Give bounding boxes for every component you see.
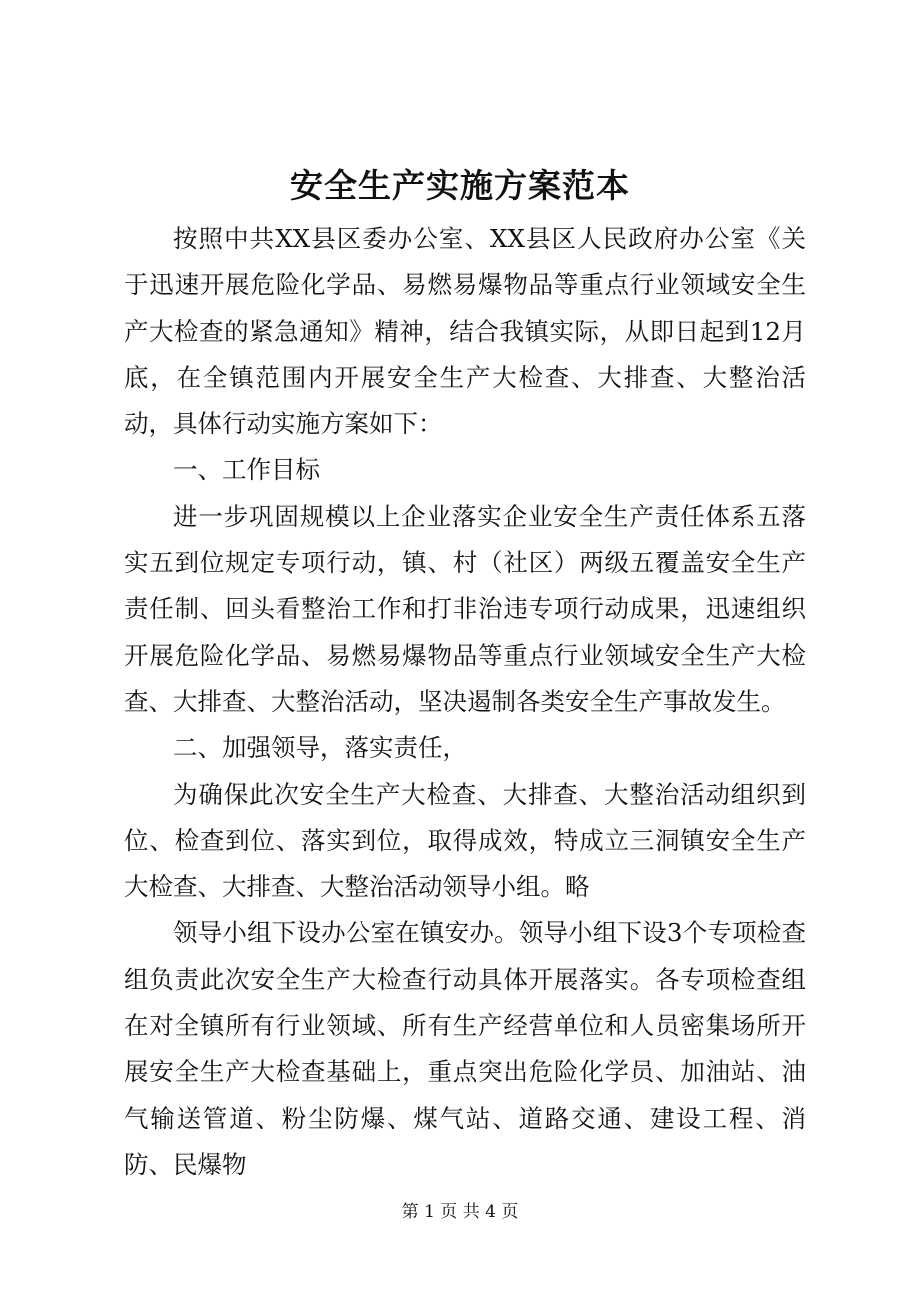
paragraph-office-inspection: 领导小组下设办公室在镇安办。领导小组下设3个专项检查组负责此次安全生产大检查行动具体开展落实。各专项检查组在对全镇所有行业领域、所有生产经营单位和人员密集场所开展安全生产大检查基础上，重点突出危险化学员、加油站、油气输送管道、粉尘防爆、煤气站、道路交通、建设工程、消防、民爆物 xyxy=(124,918,806,1179)
document-title: 安全生产实施方案范本 xyxy=(290,166,630,205)
document-body xyxy=(124,216,806,1188)
paragraph-intro: 按照中共XX县区委办公室、XX县区人民政府办公室《关于迅速开展危险化学品、易燃易爆物品等重点行业领域安全生产大检查的紧急通知》精神，结合我镇实际，从即日起到12月底，在全镇范围内开展安全生产大检查、大排查、大整治活动，具体行动实施方案如下： xyxy=(124,224,806,439)
paragraph-work-goals: 进一步巩固规模以上企业落实企业安全生产责任体系五落实五到位规定专项行动，镇、村（社区）两级五覆盖安全生产责任制、回头看整治工作和打非治违专项行动成果，迅速组织开展危险化学品、易燃易爆物品等重点行业领域安全生产大检查、大排查、大整治活动，坚决遏制各类安全生产事故发生。 xyxy=(124,501,806,716)
section-heading-leadership: 二、加强领导，落实责任， xyxy=(173,733,467,763)
page-footer: 第 1 页 共 4 页 xyxy=(401,1202,519,1222)
section-heading-work-goals: 一、工作目标 xyxy=(173,455,320,485)
paragraph-leadership-group: 为确保此次安全生产大检查、大排查、大整治活动组织到位、检查到位、落实到位，取得成效，特成立三洞镇安全生产大检查、大排查、大整治活动领导小组。略 xyxy=(124,779,806,902)
